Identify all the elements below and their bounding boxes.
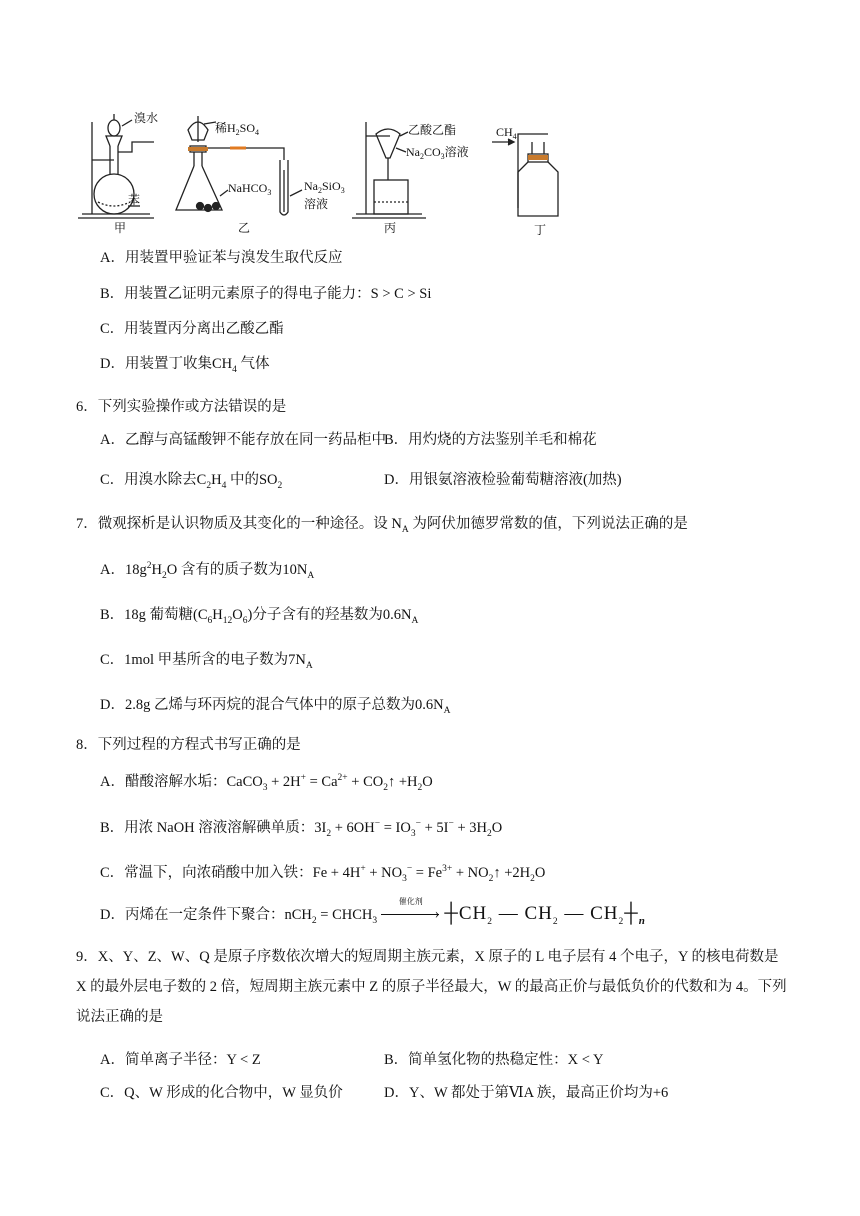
q5-option-b: B．用装置乙证明元素原子的得电子能力：S > C > Si [100, 286, 432, 302]
q9-option-c: C．Q、W 形成的化合物中，W 显负价 [100, 1085, 343, 1101]
label-benzene: 苯 [128, 193, 141, 207]
label-ethyl-acetate: 乙酸乙酯 [408, 123, 457, 137]
q9-option-b: B．简单氢化物的热稳定性：X < Y [384, 1052, 604, 1068]
q8-option-b: B．用浓 NaOH 溶液溶解碘单质：$3I_2 + 6OH^- = IO_3^- + 5I^- + 3H_2O$ [100, 819, 503, 839]
q8-stem: 8．下列过程的方程式书写正确的是 [76, 737, 301, 753]
label-ding: 丁 [534, 223, 547, 237]
label-yi: 乙 [238, 221, 251, 235]
q8-option-c: C．常温下，向浓硝酸中加入铁：$Fe + 4H^+ + NO_3^- = Fe^{3+}$ + $NO_2↑ +2H_2O$ [100, 864, 546, 884]
q6-option-b: B．用灼烧的方法鉴别羊毛和棉花 [384, 432, 597, 448]
q7-option-b: B．18g 葡萄糖$(C_6H_{12}O_6)$分子含有的羟基数为$0.6N_A$ [100, 607, 419, 626]
catalyst-label: 催化剂 [398, 897, 423, 906]
q9-stem: 9．X、Y、Z、W、Q 是原子序数依次增大的短周期主族元素，X 原子的 L 电子层有 4 个电子，Y 的核电荷数是 X 的最外层电子数的 2 倍，短周期主族元素中 Z 的原子半径最大，W 的最高正价与最低负价的代数和为 4。下列说法正确的是 [76, 949, 787, 1025]
q8-option-d: D．丙烯在一定条件下聚合：$nCH_2 = CHCH_3$ 催化剂 › $┼CH_2$ — $CH_2$ — $CH_2┼_n$ [100, 897, 646, 927]
q7-option-a: A．$18g^2H_2O$ 含有的质子数为$10N_A$ [100, 561, 315, 581]
q7-stem: 7．微观探析是认识物质及其变化的一种途径。设 $N_A$ 为阿伏加德罗常数的值，下列说法正确的是 [76, 516, 688, 535]
q7-option-c: C．1mol 甲基所含的电子数为$7N_A$ [100, 652, 313, 671]
apparatus-figure [70, 110, 590, 238]
label-na2co3-solution: $Na_2CO_3$溶液 [406, 145, 469, 161]
q6-stem: 6．下列实验操作或方法错误的是 [76, 399, 287, 415]
label-bing: 丙 [384, 221, 397, 235]
label-na2sio3: $Na_2SiO_3$ [304, 179, 345, 195]
label-bromine-water: 溴水 [134, 111, 159, 125]
label-jia: 甲 [114, 221, 127, 235]
q5-option-d: D．用装置丁收集$CH_4$ 气体 [100, 356, 270, 375]
q7-option-d: D．2.8g 乙烯与环丙烷的混合气体中的原子总数为$0.6N_A$ [100, 697, 451, 716]
label-nahco3: NaHCO$_3$ [228, 181, 272, 197]
q6-option-a: A．乙醇与高锰酸钾不能存放在同一药品柜中 [100, 432, 386, 448]
label-solution: 溶液 [304, 197, 329, 211]
q8-option-a: A．醋酸溶解水垢：CaCO$_3$ + $2H^+ = Ca^{2+}$ + $CO_2↑ +H_2O$ [100, 773, 433, 793]
q9-option-a: A．简单离子半径：Y < Z [100, 1052, 261, 1068]
q5-option-c: C．用装置丙分离出乙酸乙酯 [100, 321, 284, 337]
q9-option-d: D．Y、W 都处于第ⅥA 族，最高正价均为+6 [384, 1085, 669, 1101]
q5-option-a: A．用装置甲验证苯与溴发生取代反应 [100, 250, 343, 266]
label-dilute-h2so4: 稀$H_2SO_4$ [215, 121, 260, 137]
polymer-formula: $┼CH_2$ — $CH_2$ — $CH_2┼_n$ [444, 903, 646, 927]
q6-option-c: C．用溴水除去$C_2H_4$ 中的$SO_2$ [100, 472, 283, 491]
q6-option-d: D．用银氨溶液检验葡萄糖溶液(加热) [384, 472, 622, 488]
label-ch4: $CH_4$ [496, 125, 517, 141]
